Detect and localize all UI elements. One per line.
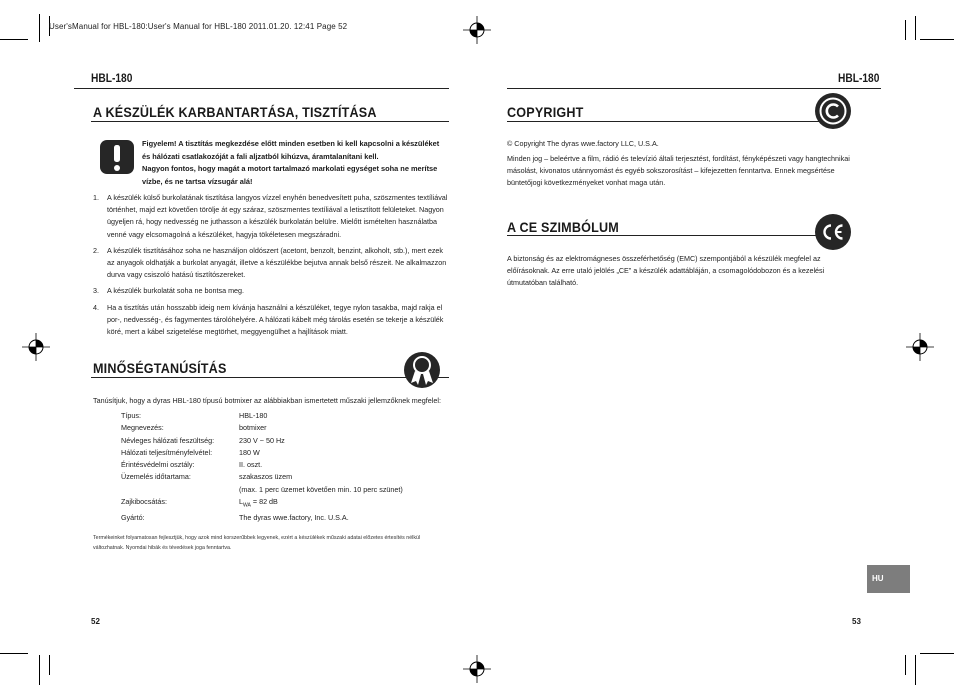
maintenance-list xyxy=(93,192,449,342)
quality-intro: Tanúsítjuk, hogy a dyras HBL-180 típusú botmixer az alábbiakban ismertetett műszaki jellemzőknek megfelel: xyxy=(93,396,441,405)
footnote-line: Termékeinket folyamatosan fejlesztjük, hogy azok mind korszerűbbek legyenek, ezért a készülékek műszaki adatai előzetes értesítés nélkül xyxy=(93,535,421,541)
maintenance-title: A KÉSZÜLÉK KARBANTARTÁSA, TISZTÍTÁSA xyxy=(93,104,377,120)
quality-title: MINŐSÉGTANÚSÍTÁS xyxy=(93,360,227,376)
print-slug: User'sManual for HBL-180:User's Manual for HBL-180 2011.01.20. 12:41 Page 52 xyxy=(49,22,348,31)
registration-mark-icon xyxy=(463,655,491,683)
table-row: Üzemelés időtartama: szakaszos üzem xyxy=(121,472,293,482)
page-number-right: 53 xyxy=(852,617,861,626)
registration-mark-icon xyxy=(22,333,50,361)
exclamation-icon xyxy=(100,140,134,174)
page-header-right: HBL-180 xyxy=(838,71,880,85)
page-number-left: 52 xyxy=(91,617,100,626)
registration-mark-icon xyxy=(906,333,934,361)
warning-line: Figyelem! A tisztítás megkezdése előtt minden esetben ki kell kapcsolni a készüléket xyxy=(142,139,440,148)
list-item: 1. A készülék külső burkolatának tisztítása langyos vízzel enyhén benedvesített puha, szöszmentes textíliával történhet, majd ezt követően törölje át egy száraz, szöszmentes textíliával a letisztított felületeket. Nagyon ügyeljen rá, hogy nedvesség ne juthasson a készülék burkolatán belülre. Mielőtt ismételten használatba venné vagy elcsomagolná a készüléket, hagyja tökéletesen megszáradni. xyxy=(93,193,448,239)
copyright-notice: © Copyright The dyras wwe.factory LLC, U.S.A. xyxy=(507,139,659,148)
copyright-icon xyxy=(814,92,852,130)
copyright-text: Minden jog – beleértve a film, rádió és televízió általi terjesztést, fordítást, fényképészeti vagy hangtechnikai másolást, kivonatos utánnyomást és egyéb sokszorosítást – kifejezetten fenntartva. Ennek megsértése büntetőjogi következményeket vonhat maga után. xyxy=(507,154,850,188)
ce-text: A biztonság és az elektromágneses összeférhetőség (EMC) szempontjából a készülék megfelel az előírásoknak. Az erre utaló jelölés „CE” a készülék adattábláján, a csomagolódobozon és a kezelési útmutatóban található. xyxy=(507,254,825,288)
ce-mark-icon xyxy=(814,213,852,251)
header-rule-left xyxy=(74,88,449,89)
footnote-line: változhatnak. Nyomdai hibák és tévedések joga fenntartva. xyxy=(93,544,232,551)
quality-footnote xyxy=(93,534,453,553)
table-row: Megnevezés: botmixer xyxy=(121,423,267,433)
list-item: 4. Ha a tisztítás után hosszabb ideig nem kívánja használni a készüléket, tegye nylon tasakba, majd rakja el por-, nedvesség-, és fagymentes tárolóhelyére. A hálózati kábelt még tárolás esetén se tekerje a készülék köré, mert a kábel szigetelése megtörhet, meggyengülhet a hajlítások miatt. xyxy=(93,302,444,337)
ce-rule xyxy=(507,235,833,236)
page-header-left: HBL-180 xyxy=(91,71,133,85)
quality-seal-icon xyxy=(403,351,441,391)
header-rule-right xyxy=(507,88,881,89)
copyright-rule xyxy=(507,121,833,122)
maintenance-rule xyxy=(91,121,449,122)
list-item: 2. A készülék tisztításához soha ne használjon oldószert (acetont, benzolt, benzint, alkoholt, stb.), mert ezek az anyagok oldhatják a burkolat anyagát, illetve a készülékbe bejutva annak belső részeit. Ne alkalmazzon durva vagy csiszoló hatású tisztítószereket. xyxy=(93,245,447,280)
table-row: Típus: HBL-180 xyxy=(121,411,268,420)
registration-mark-icon xyxy=(463,16,491,44)
quality-rule xyxy=(91,377,449,378)
table-row: Hálózati teljesítményfelvétel: 180 W xyxy=(121,447,260,457)
copyright-title: COPYRIGHT xyxy=(507,104,584,120)
list-item: 3. A készülék burkolatát soha ne bontsa meg. xyxy=(93,286,245,296)
table-row: Névleges hálózati feszültség: 230 V ~ 50 Hz xyxy=(121,435,285,445)
warning-line: Nagyon fontos, hogy magát a motort tartalmazó markolati egységet soha ne merítse xyxy=(142,164,438,173)
language-tab: HU xyxy=(867,565,910,593)
ce-title: A CE SZIMBÓLUM xyxy=(507,219,619,235)
spec-table xyxy=(121,410,403,524)
table-row: Zajkibocsátás: $L_{WA} = 82$ dB xyxy=(121,497,278,509)
table-row: (max. 1 perc üzemet követően min. 10 perc szünet) xyxy=(239,484,403,494)
maintenance-warning xyxy=(142,138,452,188)
table-row: Gyártó: The dyras wwe.factory, Inc. U.S.A. xyxy=(121,512,349,522)
table-row: Érintésvédelmi osztály: II. oszt. xyxy=(121,460,263,470)
warning-line: és hálózati csatlakozóját a fali aljzatból kihúzva, áramtalanítani kell. xyxy=(142,151,379,161)
warning-line: vízbe, és ne tartsa vízsugár alá! xyxy=(142,176,253,186)
